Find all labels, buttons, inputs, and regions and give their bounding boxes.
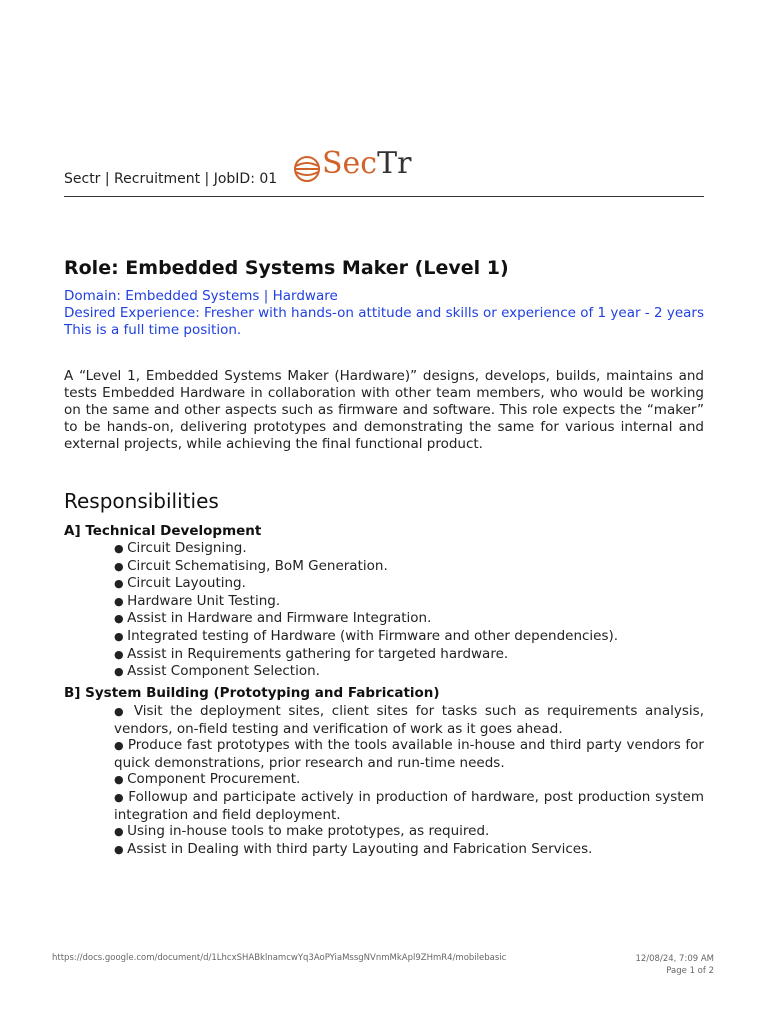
sectr-logo-mark-icon xyxy=(292,154,322,184)
intro-paragraph: A “Level 1, Embedded Systems Maker (Hardware)” designs, develops, builds, maintains and tests Embedded Hardware in collaboration with other team members, who would be working on the same and other aspects such as firmware and software. This role expects the “maker” to be hands-on, delivering prototypes and demonstrating the same for various internal and external projects, while achieving the final functional product. xyxy=(64,368,704,452)
logo-text-tr: Tr xyxy=(377,146,412,181)
list-item: ● Integrated testing of Hardware (with Firmware and other dependencies). xyxy=(114,628,704,646)
footer-page-number: Page 1 of 2 xyxy=(666,966,714,976)
section-a-list xyxy=(114,540,704,681)
document-header xyxy=(64,148,704,197)
sectr-logo-text xyxy=(322,146,411,181)
logo-text-sec: Sec xyxy=(322,146,378,181)
list-item: ● Produce fast prototypes with the tools available in-house and third party vendors for quick demonstrations, prior research and run-time needs. xyxy=(114,737,704,771)
list-item: ● Assist Component Selection. xyxy=(114,663,704,681)
list-item: ● Circuit Schematising, BoM Generation. xyxy=(114,558,704,576)
list-item: ● Visit the deployment sites, client sites for tasks such as requirements analysis, vendors, on-field testing and verification of work as it goes ahead. xyxy=(114,703,704,737)
header-text: Sectr | Recruitment | JobID: 01 xyxy=(64,171,278,187)
list-item: ● Assist in Requirements gathering for targeted hardware. xyxy=(114,646,704,664)
role-domain: Domain: Embedded Systems | Hardware xyxy=(64,288,338,304)
role-position: This is a full time position. xyxy=(64,322,242,338)
section-b-list xyxy=(114,703,704,858)
role-meta xyxy=(64,288,704,339)
role-experience: Desired Experience: Fresher with hands-on attitude and skills or experience of 1 year - 2 years xyxy=(64,305,705,321)
footer-timestamp: 12/08/24, 7:09 AM xyxy=(635,954,714,964)
footer-meta xyxy=(635,953,714,977)
section-b-heading: B] System Building (Prototyping and Fabrication) xyxy=(64,685,440,701)
list-item: ● Using in-house tools to make prototypes, as required. xyxy=(114,823,704,841)
section-a-heading: A] Technical Development xyxy=(64,523,262,539)
responsibilities-heading: Responsibilities xyxy=(64,489,219,513)
list-item: ● Circuit Designing. xyxy=(114,540,704,558)
list-item: ● Followup and participate actively in production of hardware, post production system integration and field deployment. xyxy=(114,789,704,823)
list-item: ● Component Procurement. xyxy=(114,771,704,789)
footer-url: https://docs.google.com/document/d/1LhcxSHABklnamcwYq3AoPYiaMssgNVnmMkApl9ZHmR4/mobilebasic xyxy=(52,953,507,963)
list-item: ● Assist in Dealing with third party Layouting and Fabrication Services. xyxy=(114,841,704,859)
list-item: ● Assist in Hardware and Firmware Integration. xyxy=(114,610,704,628)
list-item: ● Circuit Layouting. xyxy=(114,575,704,593)
role-title: Role: Embedded Systems Maker (Level 1) xyxy=(64,257,509,279)
list-item: ● Hardware Unit Testing. xyxy=(114,593,704,611)
